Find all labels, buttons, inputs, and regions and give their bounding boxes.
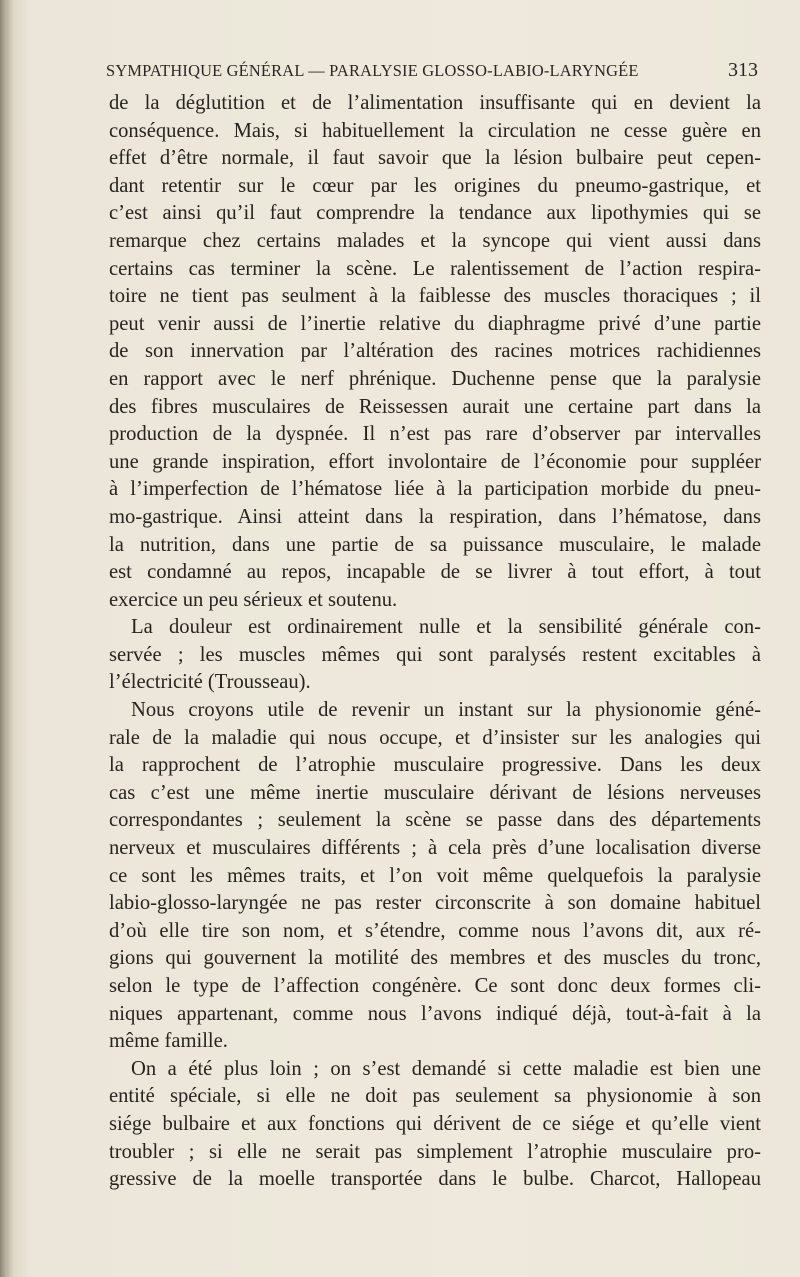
text-line: correspondantes ; seulement la scène se passe dans des départements bbox=[109, 809, 761, 832]
text-line: labio-glosso-laryngée ne pas rester circonscrite à son domaine habituel bbox=[109, 892, 761, 915]
body-text bbox=[109, 90, 761, 1194]
text-line: une grande inspiration, effort involontaire de l’économie pour suppléer bbox=[109, 450, 761, 473]
text-line: servée ; les muscles mêmes qui sont paralysés restent excitables à bbox=[109, 643, 761, 666]
text-line: mo-gastrique. Ainsi atteint dans la respiration, dans l’hématose, dans bbox=[109, 505, 761, 528]
text-line: entité spéciale, si elle ne doit pas seulement sa physionomie à son bbox=[109, 1085, 761, 1108]
text-line: peut venir aussi de l’inertie relative du diaphragme privé d’une partie bbox=[109, 312, 761, 335]
text-line: conséquence. Mais, si habituellement la circulation ne cesse guère en bbox=[109, 119, 761, 142]
text-line: certains cas terminer la scène. Le ralentissement de l’action respira- bbox=[109, 257, 761, 280]
text-line: des fibres musculaires de Reissessen aurait une certaine part dans la bbox=[109, 395, 761, 418]
text-line: d’où elle tire son nom, et s’étendre, comme nous l’avons dit, aux ré- bbox=[109, 919, 761, 942]
text-line: en rapport avec le nerf phrénique. Duchenne pense que la paralysie bbox=[109, 367, 761, 390]
text-line: la nutrition, dans une partie de sa puissance musculaire, le malade bbox=[109, 533, 761, 556]
text-line: de son innervation par l’altération des racines motrices rachidiennes bbox=[109, 340, 761, 363]
text-line: à l’imperfection de l’hématose liée à la participation morbide du pneu- bbox=[109, 478, 761, 501]
page-header bbox=[106, 61, 756, 91]
text-line: Nous croyons utile de revenir un instant sur la physionomie géné- bbox=[131, 699, 761, 722]
text-line: rale de la maladie qui nous occupe, et d’insister sur les analogies qui bbox=[109, 726, 761, 749]
text-line: ce sont les mêmes traits, et l’on voit même quelquefois la paralysie bbox=[109, 864, 761, 887]
text-line: selon le type de l’affection congénère. Ce sont donc deux formes cli- bbox=[109, 975, 761, 997]
text-line: c’est ainsi qu’il faut comprendre la tendance aux lipothymies qui se bbox=[109, 202, 761, 225]
text-line: production de la dyspnée. Il n’est pas rare d’observer par intervalles bbox=[109, 423, 761, 446]
text-line: niques appartenant, comme nous l’avons indiqué déjà, tout-à-fait à la bbox=[109, 1002, 761, 1025]
text-line: On a été plus loin ; on s’est demandé si cette maladie est bien une bbox=[131, 1057, 761, 1080]
page-gutter-shadow bbox=[0, 0, 14, 1277]
text-line: l’électricité (Trousseau). bbox=[109, 671, 311, 694]
text-line: de la déglutition et de l’alimentation insuffisante qui en devient la bbox=[109, 92, 761, 114]
text-line: troubler ; si elle ne serait pas simplement l’atrophie musculaire pro- bbox=[109, 1140, 761, 1163]
text-line: est condamné au repos, incapable de se livrer à tout effort, à tout bbox=[109, 561, 761, 584]
text-line: la rapprochent de l’atrophie musculaire progressive. Dans les deux bbox=[109, 754, 761, 777]
text-line: effet d’être normale, il faut savoir que la lésion bulbaire peut cepen- bbox=[109, 147, 761, 170]
text-line: toire ne tient pas seulment à la faiblesse des muscles thoraciques ; il bbox=[109, 285, 761, 308]
text-line: gions qui gouvernent la motilité des membres et des muscles du tronc, bbox=[109, 947, 761, 970]
text-line: La douleur est ordinairement nulle et la sensibilité générale con- bbox=[131, 616, 761, 639]
text-line: dant retentir sur le cœur par les origines du pneumo-gastrique, et bbox=[109, 174, 761, 197]
text-line: nerveux et musculaires différents ; à cela près d’une localisation diverse bbox=[109, 837, 761, 860]
text-line: exercice un peu sérieux et soutenu. bbox=[109, 588, 398, 611]
running-head: SYMPATHIQUE GÉNÉRAL — PARALYSIE GLOSSO-LABIO-LARYNGÉE bbox=[106, 61, 639, 80]
text-line: cas c’est une même inertie musculaire dérivant de lésions nerveuses bbox=[109, 781, 761, 804]
page-number: 313 bbox=[728, 59, 758, 81]
text-line: remarque chez certains malades et la syncope qui vient aussi dans bbox=[109, 229, 761, 252]
text-line: gressive de la moelle transportée dans le bulbe. Charcot, Hallopeau bbox=[109, 1168, 761, 1191]
text-line: siége bulbaire et aux fonctions qui dérivent de ce siége et qu’elle vient bbox=[109, 1112, 761, 1135]
text-line: même famille. bbox=[109, 1030, 228, 1053]
